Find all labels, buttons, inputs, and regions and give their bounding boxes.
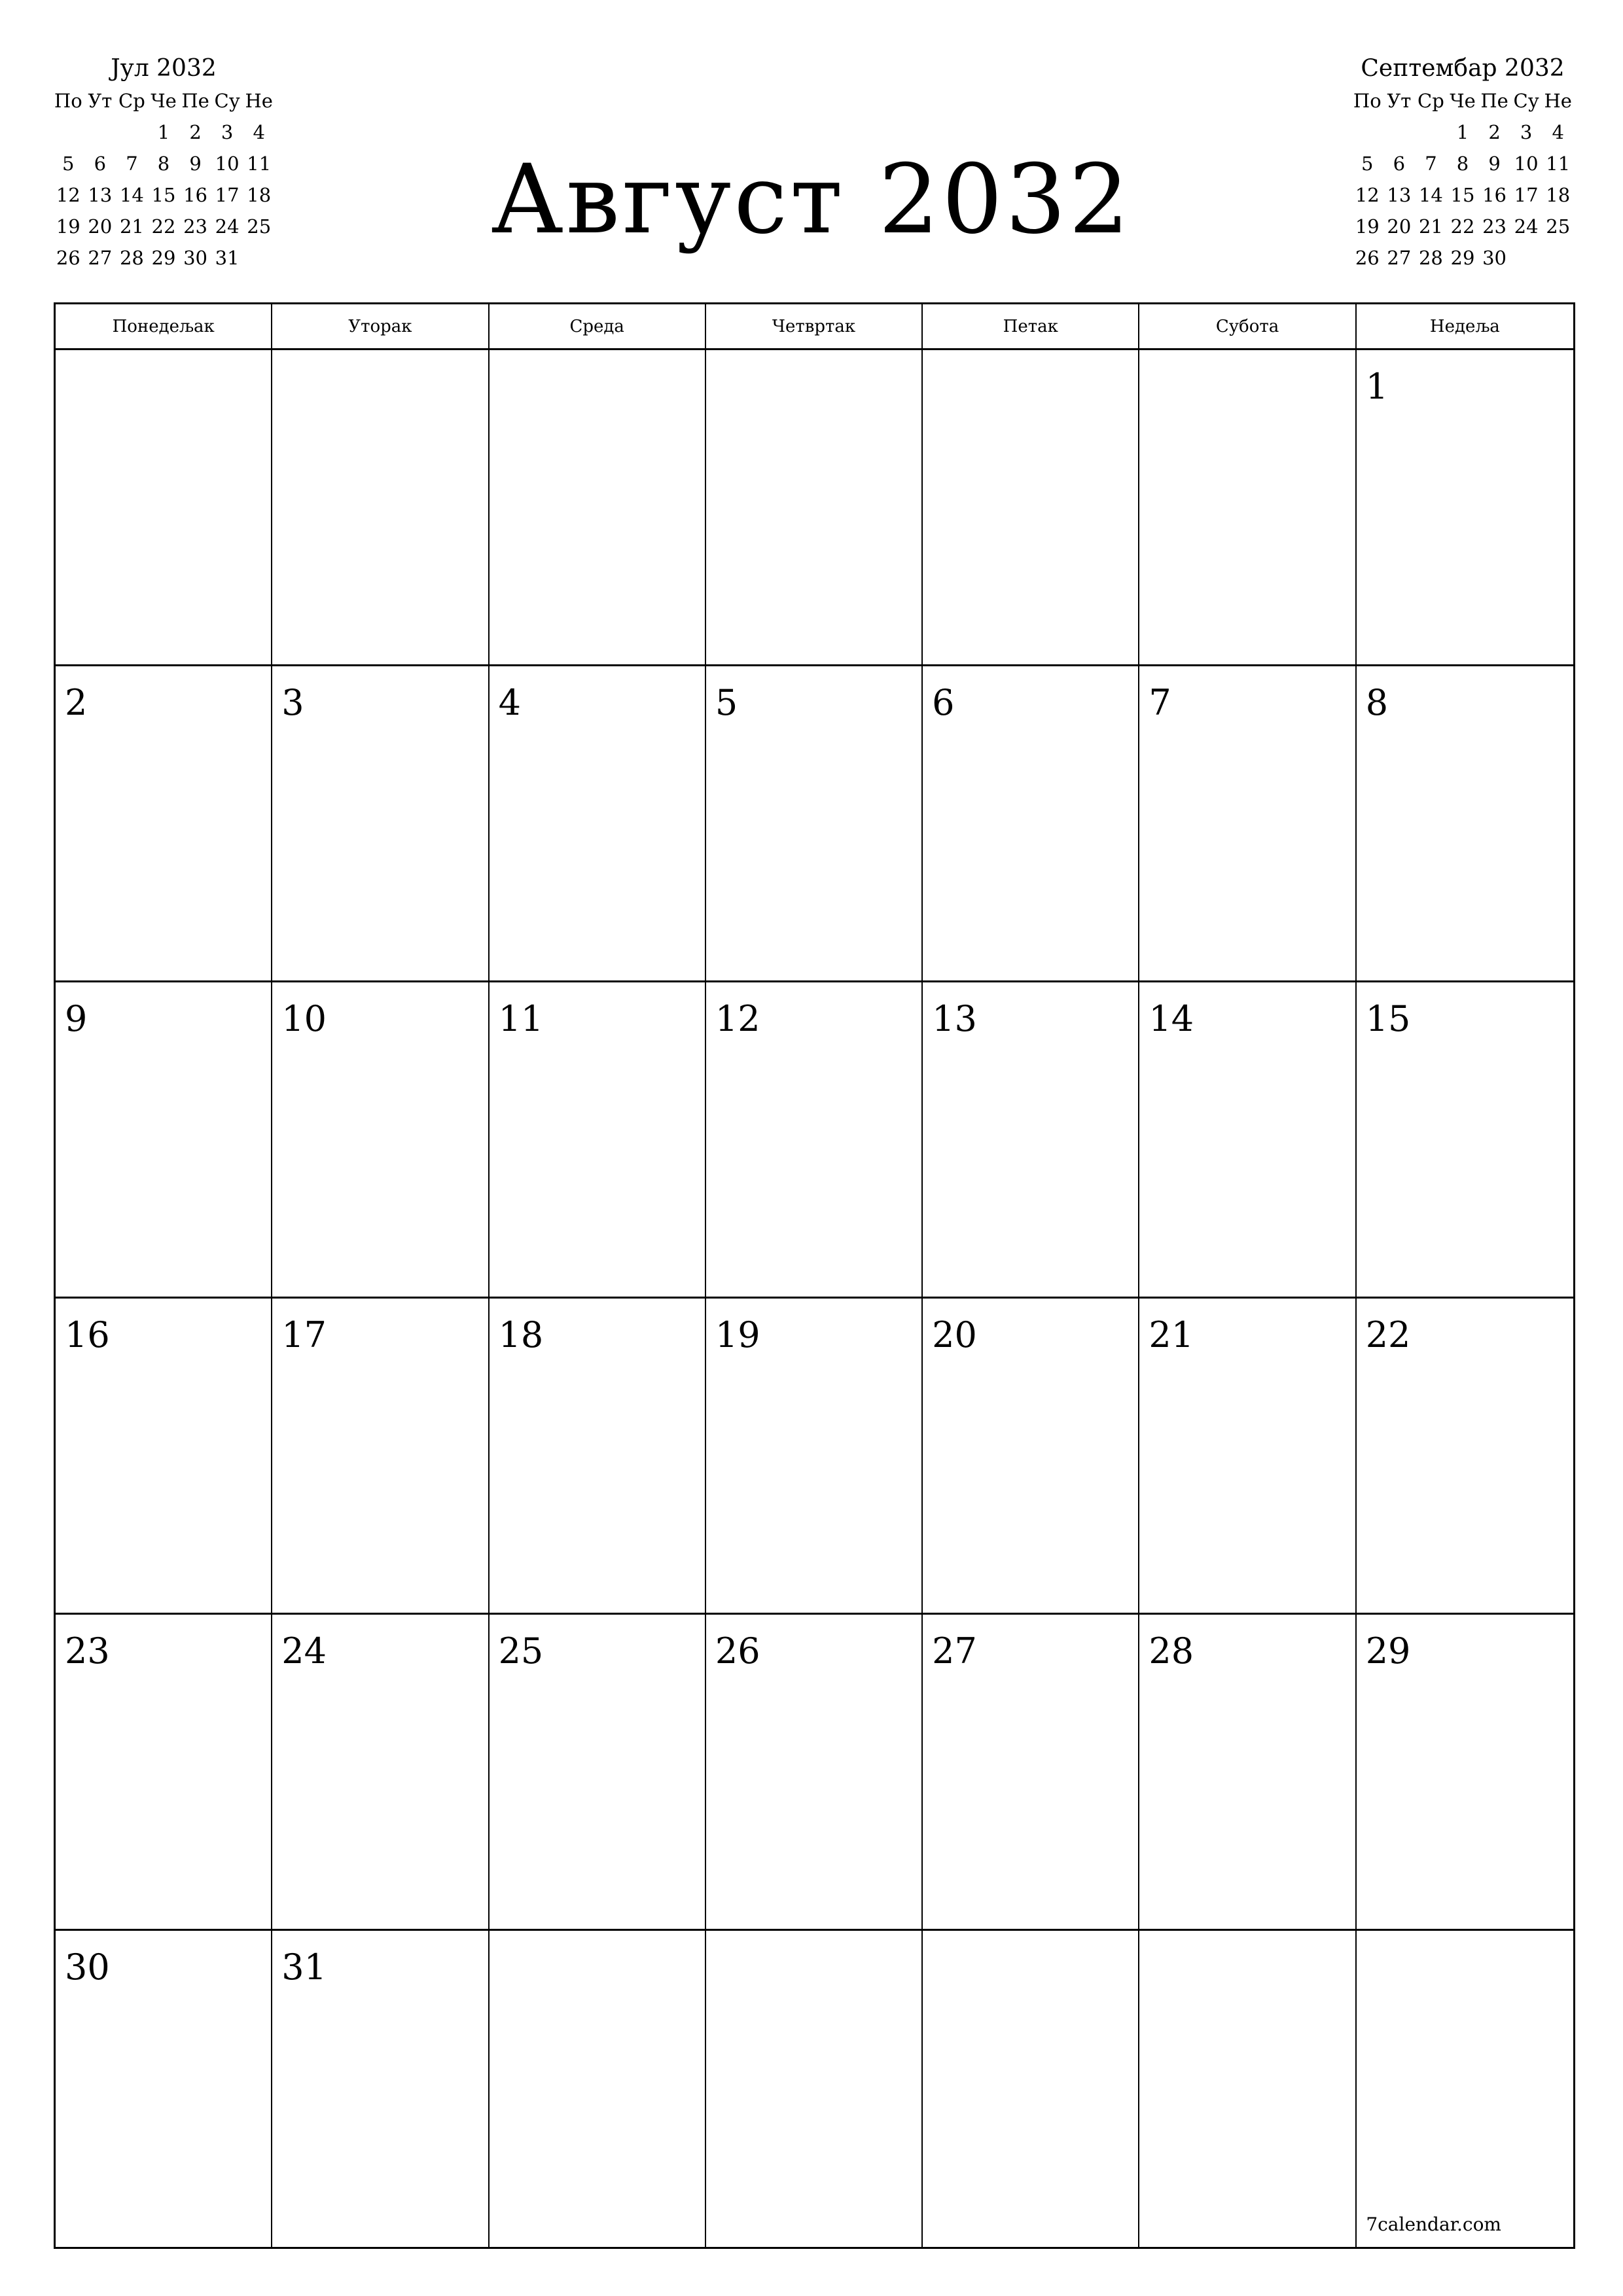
mini-day: 2 <box>1488 121 1501 143</box>
day-cell[interactable] <box>706 1615 923 1931</box>
day-cell[interactable] <box>1357 666 1573 982</box>
day-number: 8 <box>1365 682 1389 723</box>
mini-calendar-prev-title: Јул 2032 <box>111 55 217 82</box>
mini-day: 13 <box>1387 184 1412 206</box>
mini-day: 10 <box>215 152 240 175</box>
mini-day: 6 <box>94 152 107 175</box>
mini-day: 1 <box>1456 121 1469 143</box>
mini-day: 21 <box>119 215 144 238</box>
day-number: 22 <box>1365 1314 1411 1355</box>
weekday-header: Субота <box>1139 304 1356 350</box>
day-cell[interactable] <box>490 666 706 982</box>
day-cell[interactable] <box>706 1931 923 2247</box>
mini-day: 22 <box>151 215 176 238</box>
mini-day: 7 <box>1425 152 1437 175</box>
mini-day: 18 <box>1546 184 1571 206</box>
mini-day: 27 <box>1387 247 1412 269</box>
mini-weekday-label: Ут <box>88 90 113 112</box>
day-cell[interactable] <box>923 350 1139 666</box>
day-cell[interactable] <box>1139 350 1356 666</box>
day-number: 5 <box>715 682 738 723</box>
weekday-header: Четвртак <box>706 304 923 350</box>
mini-day <box>1351 117 1383 148</box>
mini-day: 27 <box>88 247 113 269</box>
mini-day: 15 <box>151 184 176 206</box>
day-cell[interactable] <box>923 1931 1139 2247</box>
mini-day: 25 <box>1546 215 1571 238</box>
day-cell[interactable] <box>706 350 923 666</box>
day-number: 25 <box>498 1630 544 1672</box>
mini-day: 25 <box>247 215 272 238</box>
day-cell[interactable] <box>490 1299 706 1615</box>
mini-day: 14 <box>1418 184 1443 206</box>
day-cell[interactable] <box>272 350 489 666</box>
mini-day: 23 <box>1482 215 1507 238</box>
mini-day: 8 <box>157 152 170 175</box>
day-number: 23 <box>65 1630 110 1672</box>
mini-day: 5 <box>1361 152 1374 175</box>
mini-day: 30 <box>1482 247 1507 269</box>
day-number: 11 <box>498 998 544 1039</box>
page-title: Август 2032 <box>491 144 1132 255</box>
day-cell[interactable] <box>1357 1931 1573 2247</box>
mini-day: 26 <box>1355 247 1380 269</box>
mini-weekday-label: Су <box>214 90 240 112</box>
day-number: 4 <box>498 682 521 723</box>
mini-day: 4 <box>1552 121 1564 143</box>
day-cell[interactable] <box>1139 1931 1356 2247</box>
mini-weekday-label: Ср <box>1418 90 1444 112</box>
mini-day: 11 <box>247 152 272 175</box>
day-number: 3 <box>281 682 304 723</box>
mini-day: 12 <box>56 184 80 206</box>
weekday-header: Недеља <box>1357 304 1573 350</box>
day-cell[interactable] <box>490 982 706 1299</box>
day-cell[interactable] <box>923 982 1139 1299</box>
mini-weekday-label: Че <box>1450 90 1476 112</box>
mini-day: 30 <box>183 247 208 269</box>
day-number: 9 <box>65 998 88 1039</box>
day-cell[interactable] <box>56 1615 272 1931</box>
month-grid <box>54 302 1575 2249</box>
day-number: 16 <box>65 1314 110 1355</box>
day-number: 28 <box>1149 1630 1194 1672</box>
day-cell[interactable] <box>490 1615 706 1931</box>
mini-day: 19 <box>1355 215 1380 238</box>
mini-day: 21 <box>1418 215 1443 238</box>
mini-day: 22 <box>1450 215 1475 238</box>
day-cell[interactable] <box>1139 982 1356 1299</box>
mini-day: 28 <box>119 247 144 269</box>
mini-day: 4 <box>253 121 265 143</box>
mini-day: 20 <box>1387 215 1412 238</box>
day-cell[interactable] <box>923 1615 1139 1931</box>
day-cell[interactable] <box>272 1299 489 1615</box>
mini-weekday-label: Пе <box>181 90 209 112</box>
mini-day: 16 <box>183 184 208 206</box>
mini-day: 3 <box>221 121 234 143</box>
mini-day: 23 <box>183 215 208 238</box>
day-number: 27 <box>932 1630 977 1672</box>
mini-day: 26 <box>56 247 80 269</box>
weekday-header: Среда <box>490 304 706 350</box>
day-number: 26 <box>715 1630 760 1672</box>
day-cell[interactable] <box>56 666 272 982</box>
day-number: 19 <box>715 1314 760 1355</box>
mini-day: 17 <box>215 184 240 206</box>
mini-weekday-label: Не <box>1544 90 1572 112</box>
mini-day: 17 <box>1514 184 1539 206</box>
day-cell[interactable] <box>706 1299 923 1615</box>
day-number: 24 <box>281 1630 327 1672</box>
day-cell[interactable] <box>1139 1615 1356 1931</box>
mini-weekday-label: Че <box>151 90 177 112</box>
day-cell[interactable] <box>490 1931 706 2247</box>
day-cell[interactable] <box>272 1931 489 2247</box>
day-cell[interactable] <box>56 1299 272 1615</box>
mini-day: 7 <box>126 152 138 175</box>
day-number: 17 <box>281 1314 327 1355</box>
mini-day: 15 <box>1450 184 1475 206</box>
mini-day <box>1383 117 1416 148</box>
weekday-header: Петак <box>923 304 1139 350</box>
mini-day: 16 <box>1482 184 1507 206</box>
day-number: 1 <box>1365 366 1389 407</box>
day-number: 6 <box>932 682 955 723</box>
mini-weekday-label: По <box>1353 90 1382 112</box>
mini-day: 24 <box>1514 215 1539 238</box>
mini-day: 5 <box>62 152 75 175</box>
weekday-header: Понедељак <box>56 304 272 350</box>
mini-day: 31 <box>215 247 240 269</box>
mini-weekday-label: По <box>54 90 82 112</box>
day-cell[interactable] <box>490 350 706 666</box>
mini-weekday-label: Не <box>245 90 273 112</box>
mini-day: 28 <box>1418 247 1443 269</box>
day-number: 21 <box>1149 1314 1194 1355</box>
day-number: 14 <box>1149 998 1194 1039</box>
day-number: 7 <box>1149 682 1171 723</box>
mini-weekday-label: Су <box>1513 90 1539 112</box>
day-cell[interactable] <box>1139 666 1356 982</box>
day-cell[interactable] <box>923 1299 1139 1615</box>
mini-day: 9 <box>1488 152 1501 175</box>
mini-day: 18 <box>247 184 272 206</box>
mini-day: 1 <box>157 121 170 143</box>
mini-day: 12 <box>1355 184 1380 206</box>
mini-day: 11 <box>1546 152 1571 175</box>
day-number: 15 <box>1365 998 1411 1039</box>
day-cell[interactable] <box>56 1931 272 2247</box>
credit-text: 7calendar.com <box>1366 2214 1501 2235</box>
mini-calendar-next-grid <box>1351 85 1574 274</box>
day-number: 2 <box>65 682 88 723</box>
mini-weekday-label: Ут <box>1387 90 1412 112</box>
mini-day: 9 <box>189 152 202 175</box>
day-number: 31 <box>281 1946 327 1988</box>
day-cell[interactable] <box>1357 350 1573 666</box>
day-cell[interactable] <box>56 982 272 1299</box>
mini-day: 29 <box>151 247 176 269</box>
day-cell[interactable] <box>272 1615 489 1931</box>
mini-calendar-next <box>1351 52 1574 274</box>
mini-day: 2 <box>189 121 202 143</box>
mini-day: 14 <box>119 184 144 206</box>
day-cell[interactable] <box>1139 1299 1356 1615</box>
mini-day <box>1415 117 1447 148</box>
mini-day: 8 <box>1456 152 1469 175</box>
mini-day <box>1542 242 1574 274</box>
mini-day: 24 <box>215 215 240 238</box>
day-cell[interactable] <box>923 666 1139 982</box>
mini-weekday-label: Пе <box>1480 90 1508 112</box>
day-number: 13 <box>932 998 977 1039</box>
mini-day: 6 <box>1393 152 1406 175</box>
mini-calendar-next-title: Септембар 2032 <box>1361 55 1565 82</box>
mini-weekday-label: Ср <box>118 90 145 112</box>
day-number: 10 <box>281 998 327 1039</box>
mini-day: 10 <box>1514 152 1539 175</box>
day-cell[interactable] <box>1357 1615 1573 1931</box>
mini-day: 3 <box>1520 121 1533 143</box>
mini-day: 19 <box>56 215 80 238</box>
day-cell[interactable] <box>1357 982 1573 1299</box>
day-number: 20 <box>932 1314 977 1355</box>
day-number: 18 <box>498 1314 544 1355</box>
mini-day <box>1510 242 1543 274</box>
day-cell[interactable] <box>272 982 489 1299</box>
day-cell[interactable] <box>1357 1299 1573 1615</box>
day-number: 29 <box>1365 1630 1411 1672</box>
day-number: 12 <box>715 998 760 1039</box>
day-cell[interactable] <box>272 666 489 982</box>
mini-day: 13 <box>88 184 113 206</box>
mini-day: 20 <box>88 215 113 238</box>
day-cell[interactable] <box>706 666 923 982</box>
day-cell[interactable] <box>56 350 272 666</box>
weekday-header: Уторак <box>272 304 489 350</box>
mini-day: 29 <box>1450 247 1475 269</box>
day-cell[interactable] <box>706 982 923 1299</box>
day-number: 30 <box>65 1946 110 1988</box>
